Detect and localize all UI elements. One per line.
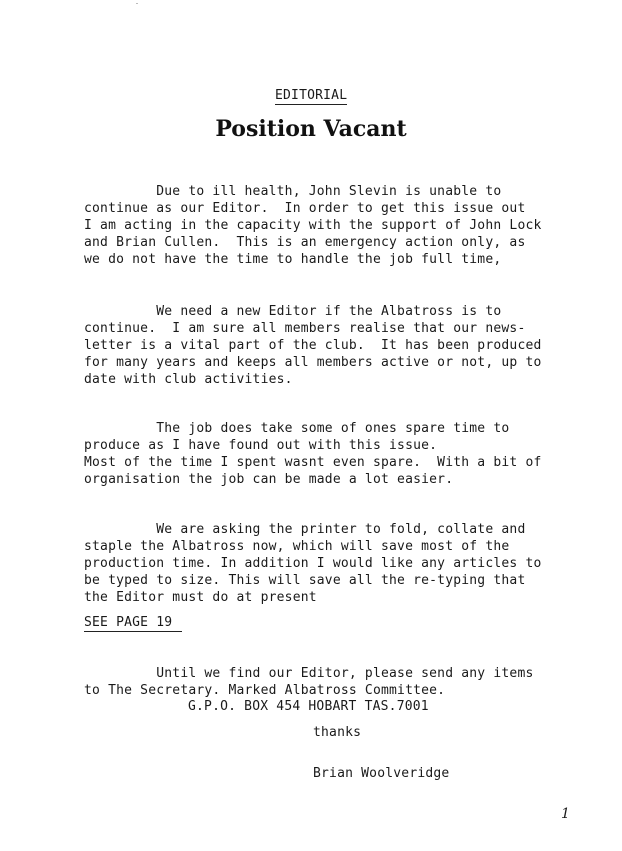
- page-title: Position Vacant: [215, 116, 407, 142]
- text-line: We need a new Editor if the Albatross is to: [84, 304, 502, 319]
- text-line: for many years and keeps all members active or not, up to: [84, 355, 542, 370]
- text-line: produce as I have found out with this issue.: [84, 438, 438, 453]
- text-line: We are asking the printer to fold, collate and: [84, 522, 526, 537]
- section-label: EDITORIAL: [275, 88, 348, 103]
- text-line: continue. I am sure all members realise that our news-: [84, 321, 526, 336]
- text-line: staple the Albatross now, which will save most of the: [84, 539, 510, 554]
- paragraph-3: [84, 420, 542, 488]
- page-number: 1: [561, 806, 570, 822]
- text-line: continue as our Editor. In order to get this issue out: [84, 201, 526, 216]
- text-line: organisation the job can be made a lot easier.: [84, 472, 454, 487]
- text-line: Due to ill health, John Slevin is unable to: [84, 184, 502, 199]
- text-line: to The Secretary. Marked Albatross Committee.: [84, 683, 446, 698]
- text-line: The job does take some of ones spare time to: [84, 421, 510, 436]
- text-line: date with club activities.: [84, 372, 293, 387]
- see-page-reference: SEE PAGE 19: [84, 614, 182, 632]
- paragraph-2: [84, 303, 542, 388]
- signature: Brian Woolveridge: [313, 766, 450, 781]
- paragraph-1: [84, 183, 542, 268]
- text-line: and Brian Cullen. This is an emergency action only, as: [84, 235, 526, 250]
- closing-thanks: thanks: [313, 725, 362, 740]
- scan-speck: [136, 3, 138, 4]
- text-line: the Editor must do at present: [84, 590, 317, 605]
- paragraph-4: [84, 521, 542, 606]
- postal-address: G.P.O. BOX 454 HOBART TAS.7001: [188, 699, 429, 714]
- text-line: letter is a vital part of the club. It has been produced: [84, 338, 542, 353]
- text-line: be typed to size. This will save all the re-typing that: [84, 573, 526, 588]
- text-line: production time. In addition I would like any articles to: [84, 556, 542, 571]
- text-line: I am acting in the capacity with the support of John Lock: [84, 218, 542, 233]
- text-line: Until we find our Editor, please send any items: [84, 666, 534, 681]
- paragraph-5: [84, 665, 534, 699]
- text-line: Most of the time I spent wasnt even spare. With a bit of: [84, 455, 542, 470]
- text-line: we do not have the time to handle the job full time,: [84, 252, 502, 267]
